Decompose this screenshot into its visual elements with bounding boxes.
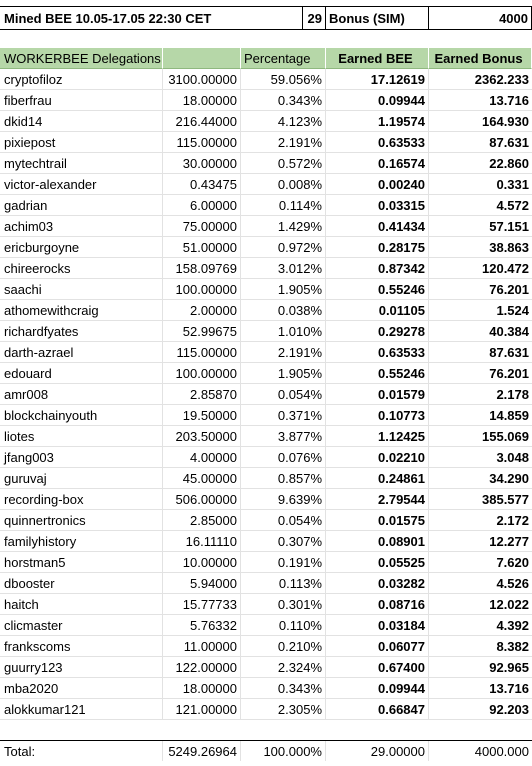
table-row	[0, 636, 532, 657]
row-amount[interactable]: 5.76332	[163, 615, 241, 636]
table-row	[0, 552, 532, 573]
row-name[interactable]: recording-box	[0, 489, 163, 510]
row-earned-bee[interactable]: 1.19574	[326, 111, 429, 132]
row-percentage[interactable]: 3.877%	[241, 426, 326, 447]
row-amount[interactable]: 30.00000	[163, 153, 241, 174]
row-name[interactable]: horstman5	[0, 552, 163, 573]
row-name[interactable]: familyhistory	[0, 531, 163, 552]
row-earned-bonus[interactable]: 87.631	[429, 132, 532, 153]
row-amount[interactable]: 18.00000	[163, 90, 241, 111]
row-earned-bee[interactable]: 0.16574	[326, 153, 429, 174]
row-percentage[interactable]: 2.324%	[241, 657, 326, 678]
row-earned-bee[interactable]: 0.01575	[326, 510, 429, 531]
row-earned-bonus[interactable]: 34.290	[429, 468, 532, 489]
row-earned-bee[interactable]: 0.03315	[326, 195, 429, 216]
table-row	[0, 69, 532, 90]
row-earned-bonus[interactable]: 385.577	[429, 489, 532, 510]
row-earned-bonus[interactable]: 12.022	[429, 594, 532, 615]
row-name[interactable]: mba2020	[0, 678, 163, 699]
row-earned-bonus[interactable]: 2.172	[429, 510, 532, 531]
row-amount[interactable]: 15.77733	[163, 594, 241, 615]
row-earned-bee[interactable]: 0.28175	[326, 237, 429, 258]
row-earned-bee[interactable]: 0.41434	[326, 216, 429, 237]
row-percentage[interactable]: 0.572%	[241, 153, 326, 174]
row-earned-bonus[interactable]: 164.930	[429, 111, 532, 132]
table-row	[0, 342, 532, 363]
row-name[interactable]: blockchainyouth	[0, 405, 163, 426]
row-amount[interactable]: 45.00000	[163, 468, 241, 489]
row-earned-bee[interactable]: 0.67400	[326, 657, 429, 678]
table-row	[0, 321, 532, 342]
row-earned-bonus[interactable]: 13.716	[429, 678, 532, 699]
row-percentage[interactable]: 0.113%	[241, 573, 326, 594]
row-percentage[interactable]: 0.301%	[241, 594, 326, 615]
row-amount[interactable]: 2.85870	[163, 384, 241, 405]
row-earned-bonus[interactable]: 92.203	[429, 699, 532, 720]
table-row	[0, 447, 532, 468]
row-name[interactable]: athomewithcraig	[0, 300, 163, 321]
row-earned-bee[interactable]: 0.55246	[326, 363, 429, 384]
total-percentage[interactable]: 100.000%	[241, 741, 326, 761]
row-earned-bonus[interactable]: 38.863	[429, 237, 532, 258]
row-name[interactable]: cryptofiloz	[0, 69, 163, 90]
row-percentage[interactable]: 0.114%	[241, 195, 326, 216]
total-earned-bee[interactable]: 29.00000	[326, 741, 429, 761]
row-percentage[interactable]: 0.191%	[241, 552, 326, 573]
table-row	[0, 699, 532, 720]
row-earned-bee[interactable]: 0.63533	[326, 342, 429, 363]
row-earned-bee[interactable]: 1.12425	[326, 426, 429, 447]
row-earned-bee[interactable]: 0.09944	[326, 90, 429, 111]
row-earned-bonus[interactable]: 40.384	[429, 321, 532, 342]
row-name[interactable]: darth-azrael	[0, 342, 163, 363]
table-row	[0, 594, 532, 615]
row-amount[interactable]: 10.00000	[163, 552, 241, 573]
header-percentage[interactable]: Percentage	[241, 48, 326, 69]
row-percentage[interactable]: 0.076%	[241, 447, 326, 468]
row-amount[interactable]: 100.00000	[163, 279, 241, 300]
table-row	[0, 216, 532, 237]
table-row	[0, 153, 532, 174]
row-amount[interactable]: 158.09769	[163, 258, 241, 279]
row-earned-bee[interactable]: 0.00240	[326, 174, 429, 195]
row-name[interactable]: dkid14	[0, 111, 163, 132]
row-percentage[interactable]: 4.123%	[241, 111, 326, 132]
row-amount[interactable]: 16.11110	[163, 531, 241, 552]
row-earned-bonus[interactable]: 13.716	[429, 90, 532, 111]
row-earned-bonus[interactable]: 87.631	[429, 342, 532, 363]
row-amount[interactable]: 203.50000	[163, 426, 241, 447]
row-earned-bonus[interactable]: 22.860	[429, 153, 532, 174]
row-earned-bonus[interactable]: 2362.233	[429, 69, 532, 90]
row-earned-bonus[interactable]: 7.620	[429, 552, 532, 573]
header-amount[interactable]	[163, 48, 241, 69]
header-name[interactable]: WORKERBEE Delegations	[0, 48, 163, 69]
row-earned-bee[interactable]: 0.01105	[326, 300, 429, 321]
table-row	[0, 468, 532, 489]
row-name[interactable]: amr008	[0, 384, 163, 405]
table-row	[0, 573, 532, 594]
row-amount[interactable]: 18.00000	[163, 678, 241, 699]
table-row	[0, 510, 532, 531]
row-name[interactable]: guurry123	[0, 657, 163, 678]
row-earned-bonus[interactable]: 1.524	[429, 300, 532, 321]
row-percentage[interactable]: 0.210%	[241, 636, 326, 657]
row-amount[interactable]: 4.00000	[163, 447, 241, 468]
row-percentage[interactable]: 0.343%	[241, 90, 326, 111]
table-row	[0, 195, 532, 216]
table-row	[0, 132, 532, 153]
row-name[interactable]: gadrian	[0, 195, 163, 216]
row-earned-bonus[interactable]: 76.201	[429, 363, 532, 384]
row-amount[interactable]: 121.00000	[163, 699, 241, 720]
total-earned-bonus[interactable]: 4000.000	[474, 743, 529, 759]
header-earned-bonus[interactable]: Earned Bonus	[429, 48, 532, 69]
row-earned-bee[interactable]: 0.87342	[326, 258, 429, 279]
row-amount[interactable]: 51.00000	[163, 237, 241, 258]
row-percentage[interactable]: 59.056%	[241, 69, 326, 90]
row-percentage[interactable]: 0.110%	[241, 615, 326, 636]
row-amount[interactable]: 2.00000	[163, 300, 241, 321]
total-amount[interactable]: 5249.26964	[163, 741, 241, 761]
row-name[interactable]: quinnertronics	[0, 510, 163, 531]
summary-row	[0, 6, 532, 30]
table-row	[0, 405, 532, 426]
table-row	[0, 90, 532, 111]
summary-mined-value[interactable]: 29	[303, 7, 326, 29]
row-percentage[interactable]: 0.008%	[241, 174, 326, 195]
row-earned-bonus[interactable]: 14.859	[429, 405, 532, 426]
row-earned-bonus[interactable]: 92.965	[429, 657, 532, 678]
total-row	[0, 741, 532, 761]
table-row	[0, 111, 532, 132]
row-percentage[interactable]: 0.054%	[241, 510, 326, 531]
total-label[interactable]: Total:	[0, 741, 163, 761]
row-earned-bee[interactable]: 0.08901	[326, 531, 429, 552]
row-name[interactable]: haitch	[0, 594, 163, 615]
row-percentage[interactable]: 2.191%	[241, 132, 326, 153]
table-row	[0, 489, 532, 510]
header-earned-bee[interactable]: Earned BEE	[326, 48, 429, 69]
table-row	[0, 363, 532, 384]
row-earned-bee[interactable]: 0.03282	[326, 573, 429, 594]
table-row	[0, 615, 532, 636]
row-earned-bonus[interactable]: 4.526	[429, 573, 532, 594]
row-earned-bonus[interactable]: 120.472	[429, 258, 532, 279]
row-amount[interactable]: 5.94000	[163, 573, 241, 594]
table-row	[0, 678, 532, 699]
row-name[interactable]: clicmaster	[0, 615, 163, 636]
row-amount[interactable]: 100.00000	[163, 363, 241, 384]
row-amount[interactable]: 3100.00000	[163, 69, 241, 90]
row-earned-bee[interactable]: 0.66847	[326, 699, 429, 720]
row-earned-bonus[interactable]: 76.201	[429, 279, 532, 300]
row-name[interactable]: achim03	[0, 216, 163, 237]
row-name[interactable]: guruvaj	[0, 468, 163, 489]
row-earned-bonus[interactable]: 155.069	[429, 426, 532, 447]
row-name[interactable]: frankscoms	[0, 636, 163, 657]
row-earned-bee[interactable]: 2.79544	[326, 489, 429, 510]
summary-bonus-value[interactable]: 4000	[429, 7, 532, 29]
row-name[interactable]: dbooster	[0, 573, 163, 594]
row-earned-bonus[interactable]: 2.178	[429, 384, 532, 405]
row-percentage[interactable]: 1.010%	[241, 321, 326, 342]
row-percentage[interactable]: 1.429%	[241, 216, 326, 237]
row-earned-bee[interactable]: 0.29278	[326, 321, 429, 342]
row-earned-bonus[interactable]: 3.048	[429, 447, 532, 468]
row-earned-bee[interactable]: 0.55246	[326, 279, 429, 300]
row-earned-bee[interactable]: 0.63533	[326, 132, 429, 153]
row-earned-bonus[interactable]: 4.392	[429, 615, 532, 636]
row-name[interactable]: victor-alexander	[0, 174, 163, 195]
row-amount[interactable]: 75.00000	[163, 216, 241, 237]
row-earned-bonus[interactable]: 4.572	[429, 195, 532, 216]
row-name[interactable]: ericburgoyne	[0, 237, 163, 258]
row-earned-bee[interactable]: 0.03184	[326, 615, 429, 636]
row-earned-bee[interactable]: 0.02210	[326, 447, 429, 468]
row-name[interactable]: fiberfrau	[0, 90, 163, 111]
row-amount[interactable]: 115.00000	[163, 342, 241, 363]
row-earned-bee[interactable]: 17.12619	[326, 69, 429, 90]
row-percentage[interactable]: 0.054%	[241, 384, 326, 405]
row-earned-bonus[interactable]: 0.331	[429, 174, 532, 195]
row-percentage[interactable]: 9.639%	[241, 489, 326, 510]
row-amount[interactable]: 2.85000	[163, 510, 241, 531]
row-earned-bee[interactable]: 0.08716	[326, 594, 429, 615]
row-name[interactable]: chireerocks	[0, 258, 163, 279]
row-earned-bonus[interactable]: 12.277	[429, 531, 532, 552]
row-amount[interactable]: 6.00000	[163, 195, 241, 216]
row-percentage[interactable]: 1.905%	[241, 279, 326, 300]
row-percentage[interactable]: 1.905%	[241, 363, 326, 384]
table-row	[0, 174, 532, 195]
row-earned-bee[interactable]: 0.01579	[326, 384, 429, 405]
row-percentage[interactable]: 2.305%	[241, 699, 326, 720]
table-row	[0, 300, 532, 321]
row-earned-bee[interactable]: 0.06077	[326, 636, 429, 657]
row-name[interactable]: pixiepost	[0, 132, 163, 153]
row-percentage[interactable]: 2.191%	[241, 342, 326, 363]
row-percentage[interactable]: 3.012%	[241, 258, 326, 279]
row-name[interactable]: liotes	[0, 426, 163, 447]
table-row	[0, 258, 532, 279]
table-row	[0, 657, 532, 678]
table-row	[0, 384, 532, 405]
row-percentage[interactable]: 0.038%	[241, 300, 326, 321]
table-row	[0, 237, 532, 258]
row-name[interactable]: alokkumar121	[0, 699, 163, 720]
row-amount[interactable]: 506.00000	[163, 489, 241, 510]
row-name[interactable]: jfang003	[0, 447, 163, 468]
header-row	[0, 48, 532, 69]
row-percentage[interactable]: 0.343%	[241, 678, 326, 699]
row-name[interactable]: saachi	[0, 279, 163, 300]
row-amount[interactable]: 115.00000	[163, 132, 241, 153]
summary-title[interactable]: Mined BEE 10.05-17.05 22:30 CET	[0, 7, 303, 29]
row-earned-bee[interactable]: 0.24861	[326, 468, 429, 489]
table-row	[0, 426, 532, 447]
row-name[interactable]: mytechtrail	[0, 153, 163, 174]
row-amount[interactable]: 19.50000	[163, 405, 241, 426]
row-amount[interactable]: 122.00000	[163, 657, 241, 678]
row-amount[interactable]: 0.43475	[163, 174, 241, 195]
row-name[interactable]: edouard	[0, 363, 163, 384]
row-percentage[interactable]: 0.972%	[241, 237, 326, 258]
summary-bonus-label[interactable]: Bonus (SIM)	[326, 7, 429, 29]
row-percentage[interactable]: 0.307%	[241, 531, 326, 552]
row-name[interactable]: richardfyates	[0, 321, 163, 342]
row-amount[interactable]: 11.00000	[163, 636, 241, 657]
row-percentage[interactable]: 0.857%	[241, 468, 326, 489]
table-row	[0, 279, 532, 300]
row-earned-bonus[interactable]: 57.151	[429, 216, 532, 237]
table-row	[0, 531, 532, 552]
row-earned-bee[interactable]: 0.05525	[326, 552, 429, 573]
row-amount[interactable]: 52.99675	[163, 321, 241, 342]
row-earned-bee[interactable]: 0.10773	[326, 405, 429, 426]
row-amount[interactable]: 216.44000	[163, 111, 241, 132]
row-earned-bonus[interactable]: 8.382	[429, 636, 532, 657]
row-percentage[interactable]: 0.371%	[241, 405, 326, 426]
row-earned-bee[interactable]: 0.09944	[326, 678, 429, 699]
